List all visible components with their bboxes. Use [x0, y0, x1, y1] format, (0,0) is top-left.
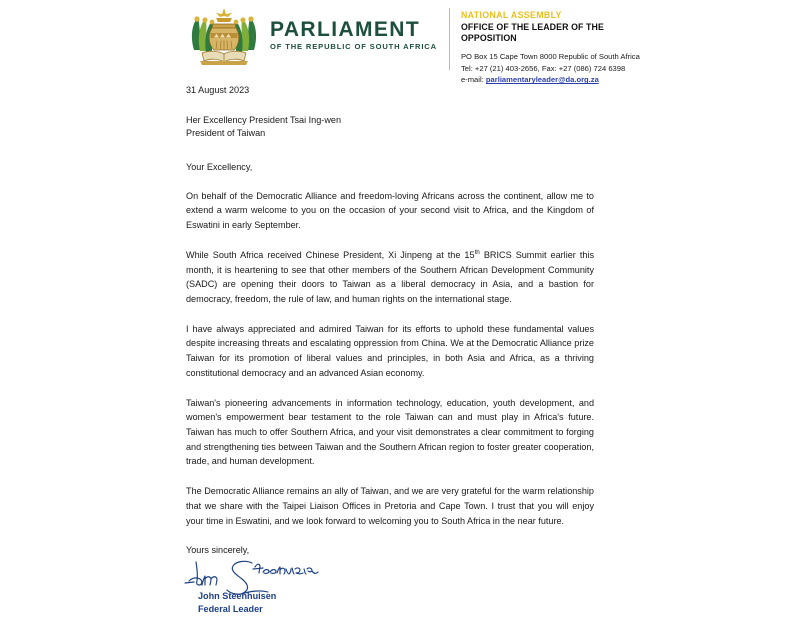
- signatory-details: [198, 590, 276, 617]
- closing-salutation: Yours sincerely,: [186, 544, 594, 557]
- signature-block: [186, 559, 446, 605]
- paragraph-1: On behalf of the Democratic Alliance and freedom-loving Africans across the continent, allow me to extend a warm welcome to you on the occasion of your second visit to Africa, and the Kingdom of Eswatini in early September.: [186, 189, 594, 233]
- recipient-title: President of Taiwan: [186, 127, 594, 140]
- letter-date: 31 August 2023: [186, 84, 594, 97]
- ordinal-suffix: th: [475, 249, 480, 256]
- national-assembly-label: NATIONAL ASSEMBLY: [461, 10, 640, 21]
- parliament-title: PARLIAMENT: [270, 19, 437, 40]
- signatory-title: Federal Leader: [198, 603, 276, 617]
- paragraph-2: [186, 248, 594, 307]
- letterhead: [186, 6, 616, 72]
- paragraph-4: Taiwan's pioneering advancements in information technology, education, youth development, and women's empowerment bear testament to the role Taiwan can and must play in Africa's future. Taiwan has much to offer Southern Africa, and your visit demonstrates a clear commitment to forging and strengthening ties between Taiwan and the Southern African region to foster greater cooperation, trade, and human development.: [186, 396, 594, 470]
- paragraph-5: The Democratic Alliance remains an ally of Taiwan, and we are very grateful for the warm relationship that we share with the Taipei Liaison Offices in Pretoria and Cape Town. I trust that you will enjoy your time in Eswatini, and we look forward to welcoming you to South Africa in the near future.: [186, 484, 594, 528]
- salutation: Your Excellency,: [186, 161, 594, 174]
- paragraph-2-part-a: While South Africa received Chinese President, Xi Jinpeng at the 15: [186, 250, 475, 260]
- recipient-name: Her Excellency President Tsai Ing-wen: [186, 114, 594, 127]
- parliament-subtitle: OF THE REPUBLIC OF SOUTH AFRICA: [270, 43, 437, 51]
- south-african-coat-of-arms-icon: [186, 6, 262, 70]
- email-link[interactable]: parliamentaryleader@da.org.za: [486, 75, 599, 84]
- contact-details: [461, 51, 640, 86]
- paragraph-2-part-b: BRICS Summit earlier this month, it is heartening to see that other members of the Southern African Development Community (SADC) are opening their doors to Taiwan as a liberal democracy in Asia, and a bastion for democracy, freedom, the rule of law, and human rights on the international stage.: [186, 250, 594, 304]
- email-label: e-mail:: [461, 75, 486, 84]
- recipient-block: [186, 114, 594, 140]
- letter-body: [186, 84, 594, 605]
- tel-fax-line: Tel: +27 (21) 403-2656, Fax: +27 (086) 724 6398: [461, 63, 640, 75]
- signatory-name: John Steenhuisen: [198, 590, 276, 604]
- parliament-wordmark: [262, 6, 437, 51]
- postal-address: PO Box 15 Cape Town 8000 Republic of South Africa: [461, 51, 640, 63]
- office-details: [450, 6, 640, 86]
- paragraph-3: I have always appreciated and admired Taiwan for its efforts to uphold these fundamental values despite increasing threats and escalating oppression from China. We at the Democratic Alliance prize Taiwan for its promotion of liberal values and principles, in both Asia and Africa, as a thriving constitutional democracy and an advanced Asian economy.: [186, 322, 594, 381]
- office-title: OFFICE OF THE LEADER OF THE OPPOSITION: [461, 22, 640, 45]
